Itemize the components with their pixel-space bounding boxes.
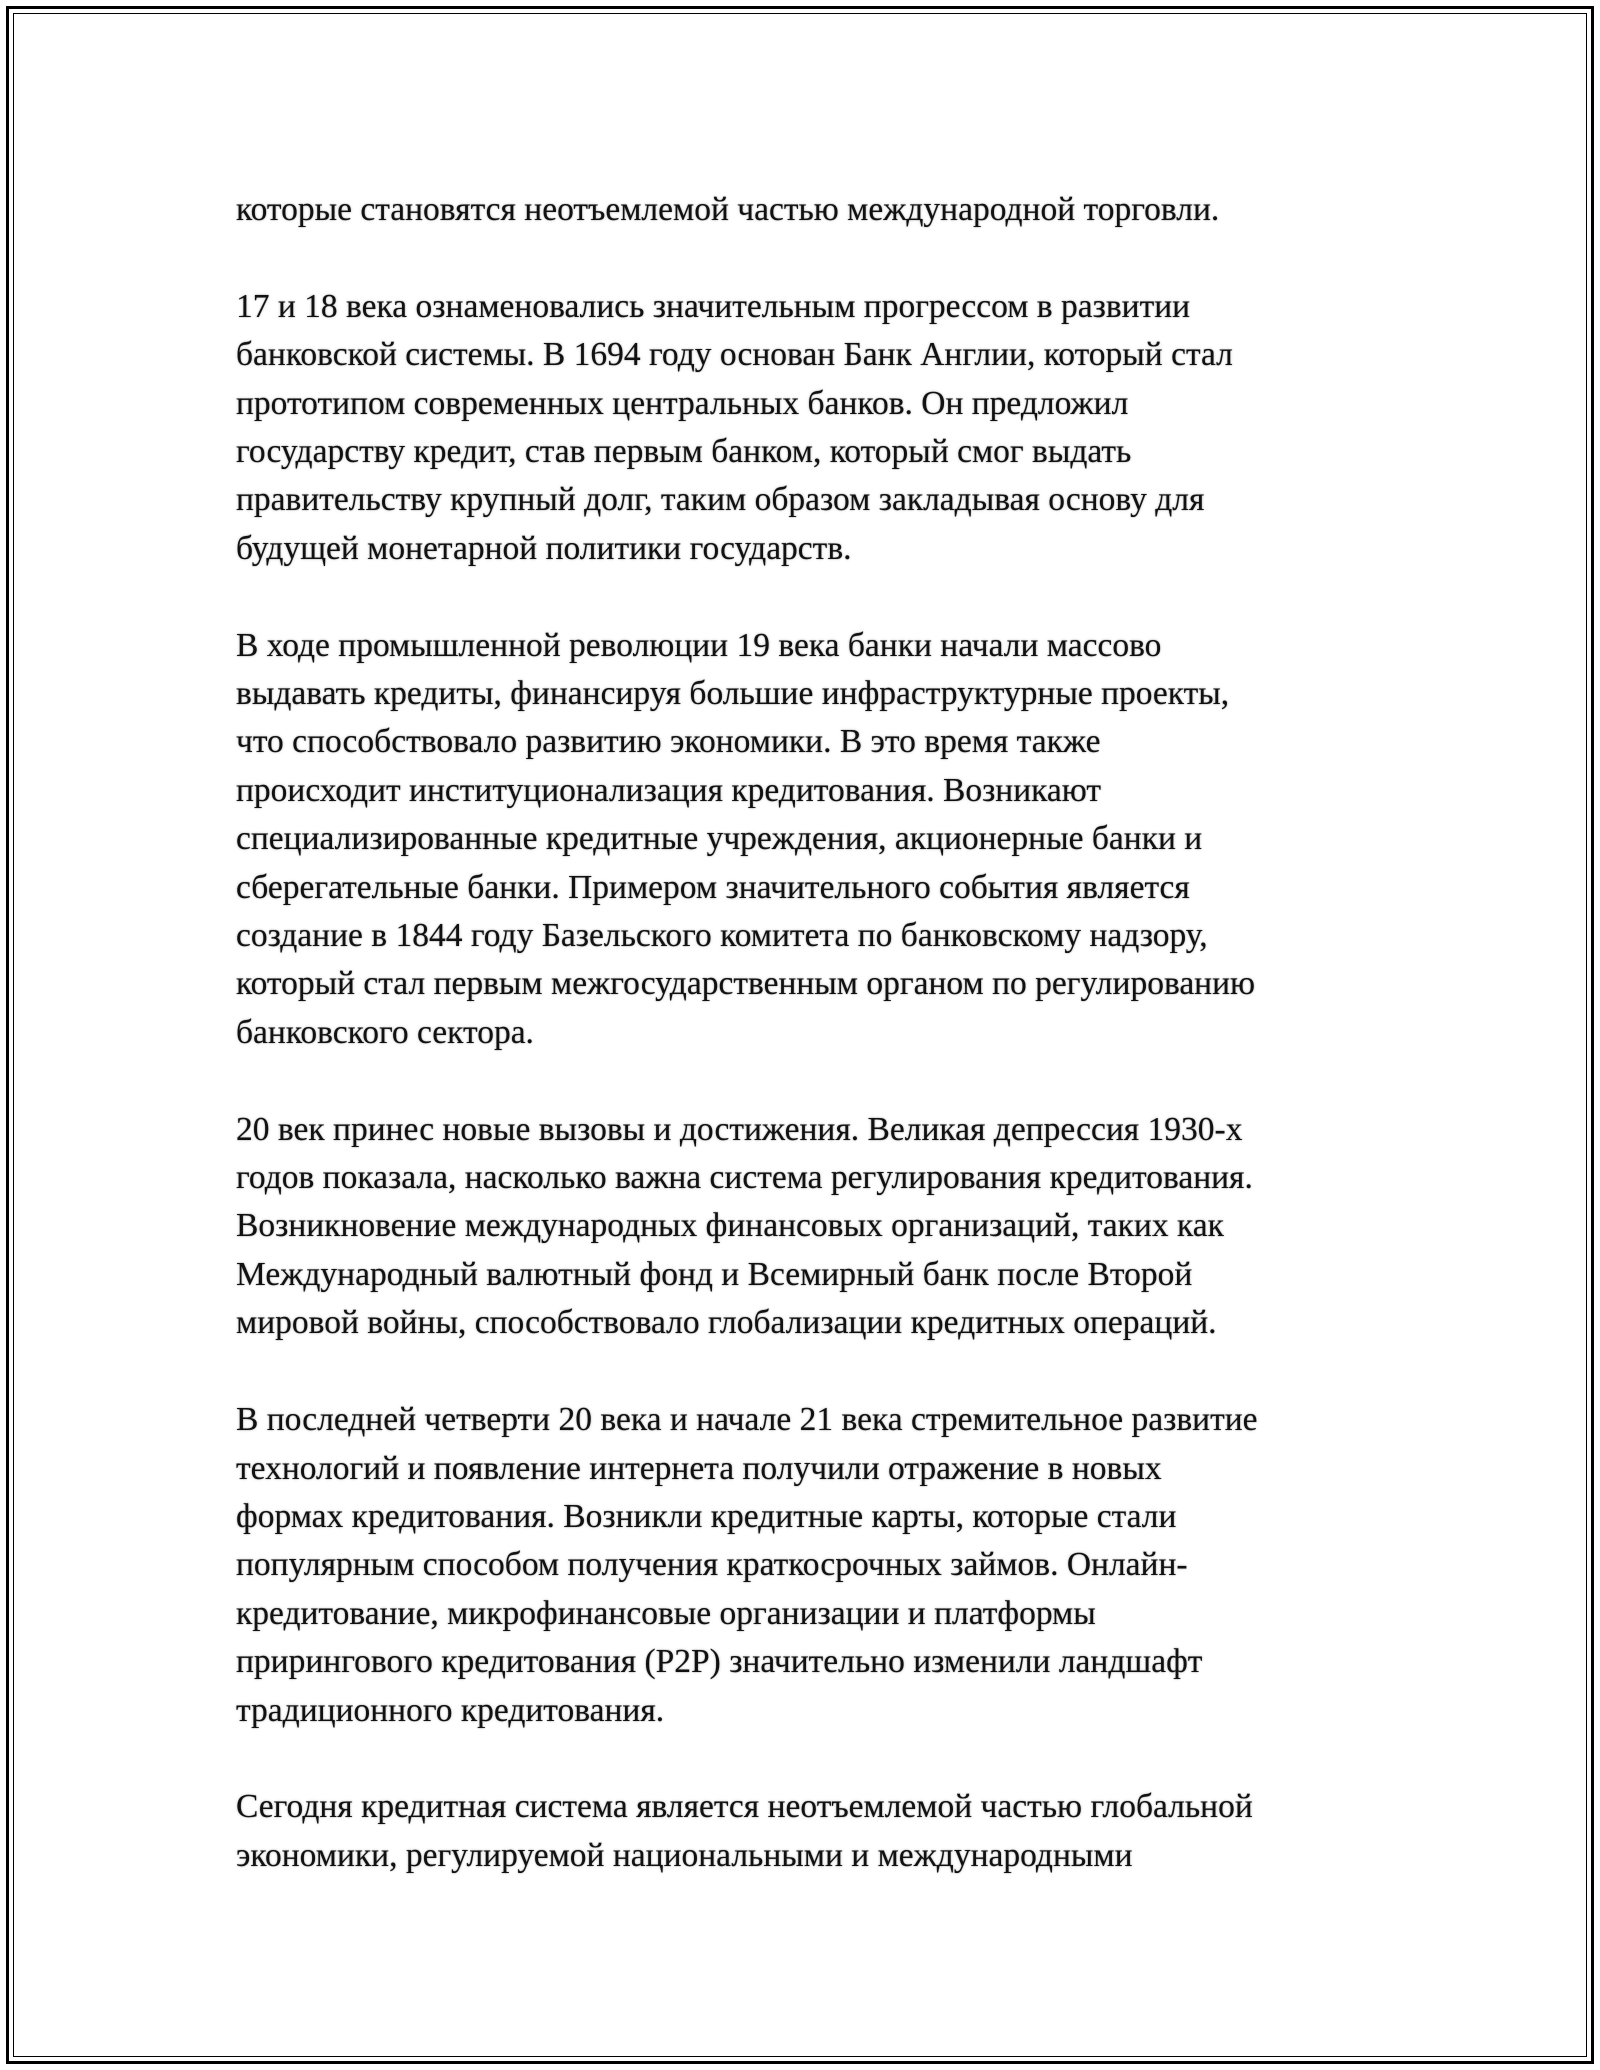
text-line: экономики, регулируемой национальными и международными bbox=[236, 1836, 1133, 1874]
text-line: государству кредит, став первым банком, который смог выдать bbox=[236, 433, 1132, 471]
text-line: годов показала, насколько важна система регулирования кредитования. bbox=[236, 1159, 1253, 1197]
text-line: сберегательные банки. Примером значительного события является bbox=[236, 868, 1190, 906]
paragraph-4 bbox=[236, 1106, 1376, 1348]
text-line: будущей монетарной политики государств. bbox=[236, 529, 852, 567]
text-line: Международный валютный фонд и Всемирный банк после Второй bbox=[236, 1255, 1193, 1293]
paragraph-1 bbox=[236, 186, 1376, 234]
text-line: популярным способом получения краткосрочных займов. Онлайн- bbox=[236, 1546, 1188, 1584]
paragraph-3 bbox=[236, 622, 1376, 1058]
text-line: Сегодня кредитная система является неотъемлемой частью глобальной bbox=[236, 1788, 1253, 1826]
text-line: В ходе промышленной революции 19 века банки начали массово bbox=[236, 626, 1162, 664]
text-line: которые становятся неотъемлемой частью международной торговли. bbox=[236, 191, 1220, 228]
paragraph-2 bbox=[236, 283, 1376, 573]
text-line: что способствовало развитию экономики. В это время также bbox=[236, 723, 1101, 761]
text-line: традиционного кредитования. bbox=[236, 1691, 665, 1729]
text-line: кредитование, микрофинансовые организации и платформы bbox=[236, 1594, 1096, 1632]
text-line: прототипом современных центральных банков. Он предложил bbox=[236, 384, 1129, 422]
text-line: В последней четверти 20 века и начале 21 века стремительное развитие bbox=[236, 1401, 1258, 1439]
text-line: 20 век принес новые вызовы и достижения. Великая депрессия 1930-х bbox=[236, 1110, 1243, 1148]
text-line: специализированные кредитные учреждения, акционерные банки и bbox=[236, 820, 1203, 858]
text-line: создание в 1844 году Базельского комитета по банковскому надзору, bbox=[236, 917, 1208, 955]
paragraph-5 bbox=[236, 1396, 1376, 1735]
paragraph-6 bbox=[236, 1783, 1376, 1880]
text-line: прирингового кредитования (P2P) значительно изменили ландшафт bbox=[236, 1643, 1203, 1681]
text-line: который стал первым межгосударственным органом по регулированию bbox=[236, 965, 1256, 1003]
document-body bbox=[236, 186, 1376, 1929]
text-line: банковской системы. В 1694 году основан Банк Англии, который стал bbox=[236, 336, 1233, 374]
text-line: выдавать кредиты, финансируя большие инфраструктурные проекты, bbox=[236, 675, 1230, 713]
text-line: технологий и появление интернета получили отражение в новых bbox=[236, 1449, 1162, 1487]
text-line: мировой войны, способствовало глобализации кредитных операций. bbox=[236, 1304, 1217, 1342]
text-line: происходит институционализация кредитования. Возникают bbox=[236, 771, 1102, 809]
text-line: правительству крупный долг, таким образом закладывая основу для bbox=[236, 481, 1205, 519]
text-line: формах кредитования. Возникли кредитные карты, которые стали bbox=[236, 1497, 1177, 1535]
text-line: 17 и 18 века ознаменовались значительным прогрессом в развитии bbox=[236, 287, 1191, 325]
text-line: Возникновение международных финансовых организаций, таких как bbox=[236, 1207, 1224, 1245]
text-line: банковского сектора. bbox=[236, 1013, 534, 1051]
